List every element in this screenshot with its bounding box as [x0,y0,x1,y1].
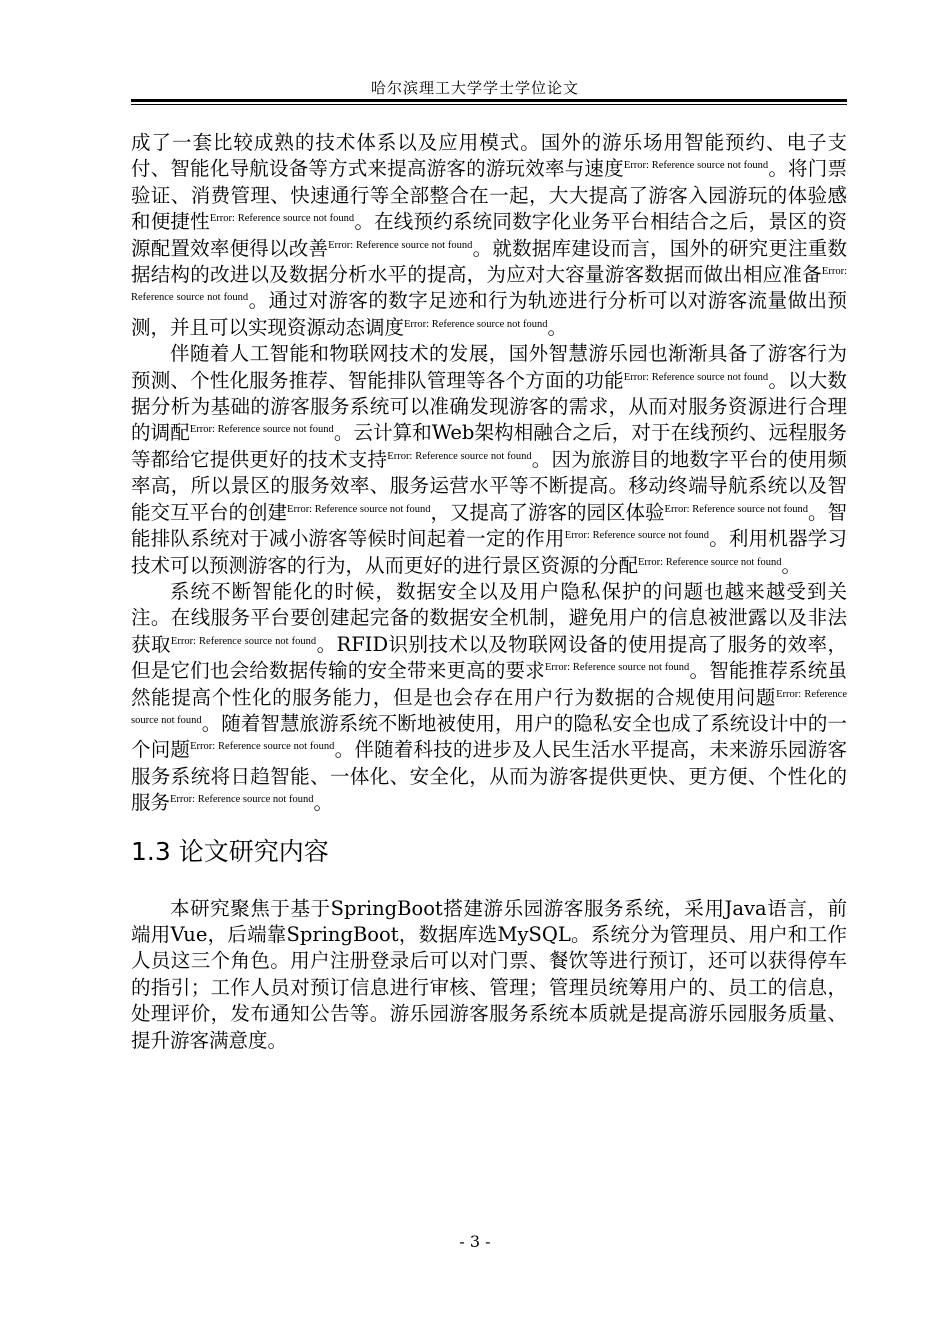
header-rule-thick [131,99,847,102]
citation-error: Error: Reference source not found [131,688,847,726]
text-segment: 。云计算和Web架构相融合之后，对于在线预约、远程服务等都给它提供更好的技术支持 [131,421,847,471]
paragraph-foreign-research [131,130,847,341]
text-segment: 。智能推荐系统虽然能提高个性化的服务能力，但是也会存在用户行为数据的合规使用问题 [131,659,847,709]
citation-error: Error: Reference source not found [544,662,690,674]
text-segment: 。 [781,553,801,577]
citation-error: Error: Reference source not found [131,266,847,304]
text-segment: ，又提高了游客的园区体验 [430,500,665,524]
paragraph-ai-iot [131,341,847,579]
text-segment: 。智能排队系统对于减小游客等候时间起着一定的作用 [131,500,847,551]
text-segment: 。RFID识别技术以及物联网设备的使用提高了服务的效率，但是它们也会给数据传输的安全带来更高的要求 [131,632,847,683]
citation-error: Error: Reference source not found [638,556,782,568]
text-segment: 系统不断智能化的时候，数据安全以及用户隐私保护的问题也越来越受到关注。在线服务平台要创建起完备的数据安全机制，避免用户的信息被泄露以及非法获取 [131,579,847,656]
citation-error: Error: Reference source not found [170,635,317,647]
citation-error: Error: Reference source not found [623,371,769,383]
citation-error: Error: Reference source not found [189,424,334,436]
text-segment: 。 [547,315,567,339]
citation-error: Error: Reference source not found [404,318,548,330]
text-segment: 。就数据库建设而言，国外的研究更注重数据结构的改进以及数据分析水平的提高，为应对大容量游客数据而做出相应准备 [131,236,847,287]
page-number: - 3 - [459,1232,491,1251]
header-rule-thin [131,104,847,105]
citation-error: Error: Reference source not found [328,239,473,251]
paragraph-data-security [131,579,847,817]
text-segment: 。因为旅游目的地数字平台的使用频率高，所以景区的服务效率、服务运营水平等不断提高。移动终端导航系统以及智能交互平台的创建 [131,447,847,524]
text-segment: 。随着智慧旅游系统不断地被使用，用户的隐私安全也成了系统设计中的一个问题 [131,711,847,762]
citation-error: Error: Reference source not found [387,450,532,462]
paragraph-research-content: 本研究聚焦于基于SpringBoot搭建游乐园游客服务系统，采用Java语言，前端用Vue，后端靠SpringBoot，数据库选MySQL。系统分为管理员、用户和工作人员这三个角色。用户注册登录后可以对门票、餐饮等进行预订，还可以获得停车的指引；工作人员对预订信息进行审核、管理；管理员统筹用户的、员工的信息，处理评价，发布通知公告等。游乐园游客服务系统本质就是提高游乐园服务质量、提升游客满意度。 [131,896,847,1052]
citation-error: Error: Reference source not found [170,794,314,806]
citation-error: Error: Reference source not found [287,503,431,515]
text-segment: 。通过对游客的数字足迹和行为轨迹进行分析可以对游客流量做出预测，并且可以实现资源动态调度 [131,289,847,339]
text-segment: 。 [313,791,333,815]
text-segment: 成了一套比较成熟的技术体系以及应用模式。国外的游乐场用智能预约、电子支付、智能化导航设备等方式来提高游客的游玩效率与速度 [131,131,847,181]
citation-error: Error: Reference source not found [623,160,769,172]
section-heading: 1.3 论文研究内容 [131,836,329,866]
citation-error: Error: Reference source not found [190,741,335,753]
text-segment: 。将门票验证、消费管理、快速通行等全部整合在一起，大大提高了游客入园游玩的体验感和便捷性 [131,157,847,234]
citation-error: Error: Reference source not found [664,503,808,515]
text-segment: 。以大数据分析为基础的游客服务系统可以准确发现游客的需求，从而对服务资源进行合理的调配 [131,368,847,445]
text-segment: 伴随着人工智能和物联网技术的发展，国外智慧游乐园也渐渐具备了游客行为预测、个性化服务推荐、智能排队管理等各个方面的功能 [131,342,847,392]
running-header: 哈尔滨理工大学学士学位论文 [370,79,579,97]
text-segment: 。在线预约系统同数字化业务平台相结合之后，景区的资源配置效率便得以改善 [131,210,847,260]
text-segment: 。伴随着科技的进步及人民生活水平提高，未来游乐园游客服务系统将日趋智能、一体化、安全化，从而为游客提供更快、更方便、个性化的服务 [131,738,847,815]
citation-error: Error: Reference source not found [209,213,355,225]
citation-error: Error: Reference source not found [564,530,709,542]
page-body [131,130,847,1054]
text-segment: 。利用机器学习技术可以预测游客的行为，从而更好的进行景区资源的分配 [131,527,847,577]
